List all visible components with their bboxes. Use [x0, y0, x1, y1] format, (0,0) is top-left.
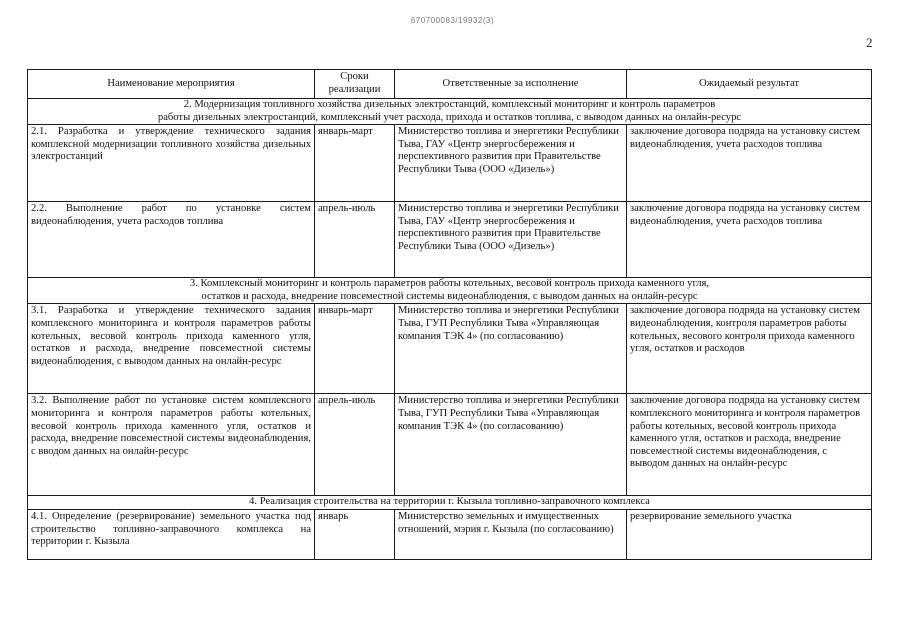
result-cell: заключение договора подряда на установку систем видеонаблюдения, учета расходов топлива [627, 202, 872, 278]
event-name-cell: 4.1. Определение (резервирование) земельного участка под строительство топливно-заправочного комплекса на территории г. Кызыла [28, 509, 315, 559]
header-term: Сроки реализации [315, 70, 395, 99]
table-row [28, 509, 872, 559]
section-title [28, 99, 872, 125]
section-title-line: остатков и расхода, внедрение повсеместной системы видеонаблюдения, с выводом данных на онлайн-ресурс [201, 290, 698, 302]
term-cell: апрель-июль [315, 394, 395, 496]
page-number: 2 [866, 35, 873, 50]
term-cell: апрель-июль [315, 202, 395, 278]
section-title-line: 4. Реализация строительства на территории г. Кызыла топливно-заправочного комплекса [249, 496, 650, 508]
table-row [28, 202, 872, 278]
responsible-cell: Министерство топлива и энергетики Республики Тыва, ГУП Республики Тыва «Управляющая компания ТЭК 4» (по согласованию) [395, 304, 627, 394]
section-title-line: 2. Модернизация топливного хозяйства дизельных электростанций, комплексный мониторинг и контроль параметров [183, 99, 716, 110]
result-cell: заключение договора подряда на установку систем комплексного мониторинга и контроля параметров работы котельных, весовой контроль прихода каменного угля, остатков и расхода, внедрение повсеместной системы видеонаблюдения, с выводом данных на онлайн-ресурс [627, 394, 872, 496]
term-cell: январь-март [315, 304, 395, 394]
action-plan-table [27, 69, 872, 560]
header-responsible: Ответственные за исполнение [395, 70, 627, 99]
result-cell: заключение договора подряда на установку систем видеонаблюдения, учета расходов топлива [627, 125, 872, 202]
table-header-row [28, 70, 872, 99]
responsible-cell: Министерство топлива и энергетики Республики Тыва, ГУП Республики Тыва «Управляющая компания ТЭК 4» (по согласованию) [395, 394, 627, 496]
table-row [28, 304, 872, 394]
responsible-cell: Министерство земельных и имущественных отношений, мэрия г. Кызыла (по согласованию) [395, 509, 627, 559]
event-name-cell: 3.2. Выполнение работ по установке систем комплексного мониторинга и контроля параметров работы котельных, весовой контроль прихода каменного угля, остатков и расхода, внедрение повсеместной системы видеонаблюдения, с вводом данных на онлайн-ресурс [28, 394, 315, 496]
section-title-row [28, 496, 872, 510]
table-row [28, 394, 872, 496]
result-cell: резервирование земельного участка [627, 509, 872, 559]
document-code: 670700083/19932(3) [410, 16, 495, 25]
section-title-row [28, 278, 872, 304]
section-title-line: работы дизельных электростанций, комплексный учет расхода, прихода и остатков топлива, с выводом данных на онлайн-ресурс [157, 111, 742, 123]
section-title [28, 278, 872, 304]
table-row [28, 125, 872, 202]
event-name-cell: 2.1. Разработка и утверждение технического задания комплексной модернизации топливного хозяйства дизельных электростанций [28, 125, 315, 202]
event-name-cell: 2.2. Выполнение работ по установке систем видеонаблюдения, учета расходов топлива [28, 202, 315, 278]
section-title-row [28, 99, 872, 125]
result-cell: заключение договора подряда на установку систем видеонаблюдения, контроля параметров работы котельных, весового контроля прихода каменного угля, остатков и расходов [627, 304, 872, 394]
section-title-line: 3. Комплексный мониторинг и контроль параметров работы котельных, весовой контроль прихода каменного угля, [189, 278, 710, 290]
event-name-cell: 3.1. Разработка и утверждение технического задания комплексного мониторинга и контроля параметров работы котельных, весовой контроль прихода каменного угля, остатков и расхода, внедрение повсеместной системы видеонаблюдения, с выводом данных на онлайн-ресурс [28, 304, 315, 394]
responsible-cell: Министерство топлива и энергетики Республики Тыва, ГАУ «Центр энергосбережения и перспективного развития при Правительстве Республики Тыва (ООО «Дизель») [395, 125, 627, 202]
header-event-name: Наименование мероприятия [28, 70, 315, 99]
section-title [28, 496, 872, 510]
term-cell: январь [315, 509, 395, 559]
header-result: Ожидаемый результат [627, 70, 872, 99]
term-cell: январь-март [315, 125, 395, 202]
responsible-cell: Министерство топлива и энергетики Республики Тыва, ГАУ «Центр энергосбережения и перспективного развития при Правительстве Республики Тыва (ООО «Дизель») [395, 202, 627, 278]
